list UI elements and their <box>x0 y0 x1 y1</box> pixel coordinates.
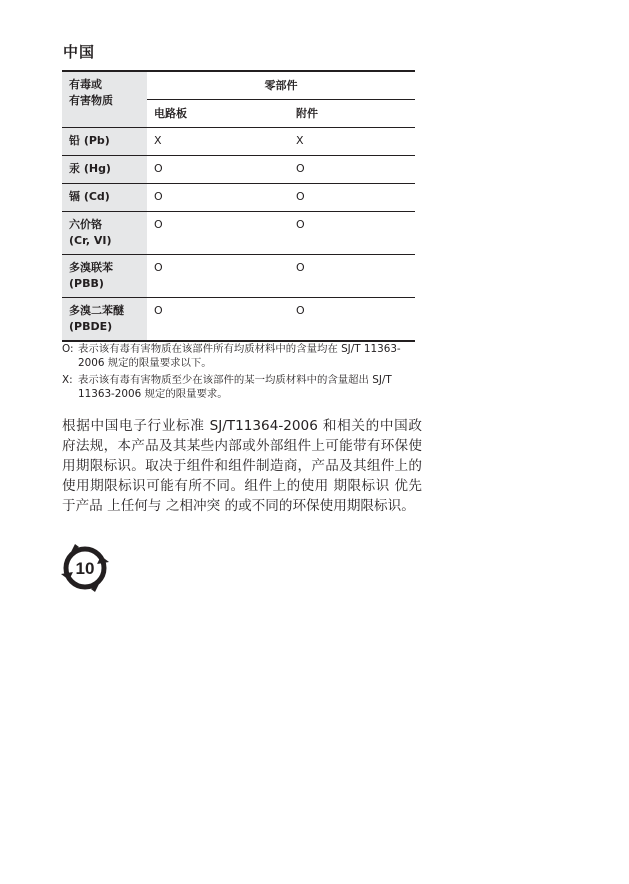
efup-number: 10 <box>75 559 95 578</box>
accessory-value: O <box>289 255 415 298</box>
pcb-value: O <box>147 156 289 184</box>
note-x <box>62 373 422 401</box>
page-title: 中国 <box>63 43 96 61</box>
accessory-value: X <box>289 128 415 156</box>
substance-name: 六价铬 (Cr, VI) <box>62 212 147 255</box>
substance-name: 铅 (Pb) <box>62 128 147 156</box>
table-notes <box>62 342 422 404</box>
accessory-value: O <box>289 184 415 212</box>
pcb-value: O <box>147 298 289 342</box>
substance-name: 镉 (Cd) <box>62 184 147 212</box>
pcb-value: O <box>147 255 289 298</box>
efup-paragraph: 根据中国电子行业标准 SJ/T11364-2006 和相关的中国政府法规，本产品及其某些内部或外部组件上可能带有环保使用期限标识。取决于组件和组件制造商，产品及其组件上的使用期限标识可能有所不同。组件上的使用 期限标识 优先于产品 上任何与 之相冲突 的或不同的环保使用期限标识。 <box>62 418 422 514</box>
accessory-column-header: 附件 <box>289 100 415 128</box>
note-mark: O: <box>62 343 74 355</box>
accessory-value: O <box>289 156 415 184</box>
accessory-value: O <box>289 298 415 342</box>
accessory-value: O <box>289 212 415 255</box>
component-group-header: 零部件 <box>147 71 415 100</box>
note-o <box>62 342 422 370</box>
efup-logo-svg <box>61 544 109 592</box>
substance-name: 汞 (Hg) <box>62 156 147 184</box>
substance-name: 多溴联苯 (PBB) <box>62 255 147 298</box>
pcb-value: O <box>147 184 289 212</box>
environment-friendly-use-period-icon <box>61 544 109 592</box>
pcb-value: X <box>147 128 289 156</box>
note-mark: X: <box>62 374 73 386</box>
substance-column-header: 有毒或 有害物质 <box>62 71 147 128</box>
pcb-column-header: 电路板 <box>147 100 289 128</box>
pcb-value: O <box>147 212 289 255</box>
hazardous-substance-table <box>62 70 415 342</box>
note-text: 表示该有毒有害物质在该部件所有均质材料中的含量均在 SJ/T 11363-2006 规定的限量要求以下。 <box>78 343 401 369</box>
note-text: 表示该有毒有害物质至少在该部件的某一均质材料中的含量超出 SJ/T 11363-2006 规定的限量要求。 <box>78 374 392 400</box>
substance-name: 多溴二苯醚 (PBDE) <box>62 298 147 342</box>
